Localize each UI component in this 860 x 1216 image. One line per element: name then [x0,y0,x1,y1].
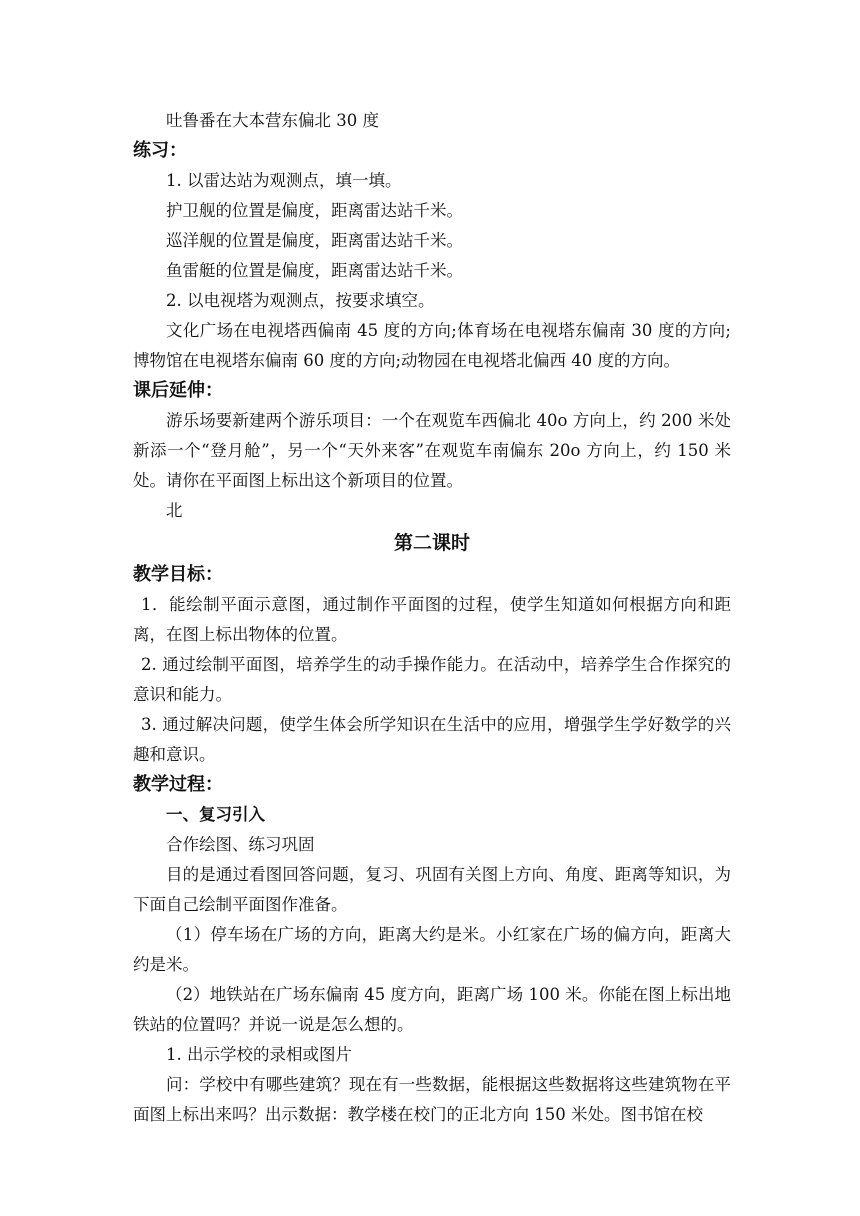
paragraph: （1）停车场在广场的方向，距离大约是米。小红家在广场的偏方向，距离大约是米。 [133,925,731,974]
text-line: 2. 以电视塔为观测点，按要求填空。 [166,291,435,310]
section-heading-goals: 教学目标： [133,564,223,585]
paragraph: 问：学校中有哪些建筑？现在有一些数据，能根据这些数据将这些建筑物在平面图上标出来吗？出示数据：教学楼在校门的正北方向 150 米处。图书馆在校 [133,1075,731,1124]
paragraph: 文化广场在电视塔西偏南 45 度的方向;体育场在电视塔东偏南 30 度的方向;博物馆在电视塔东偏南 60 度的方向;动物园在电视塔北偏西 40 度的方向。 [133,321,731,370]
text-line: 北 [166,501,183,520]
text-line: 吐鲁番在大本营东偏北 30 度 [166,111,379,130]
subsection-heading: 一、复习引入 [166,805,265,824]
goal-item: 1．能绘制平面示意图，通过制作平面图的过程，使学生知道如何根据方向和距离，在图上标出物体的位置。 [133,595,731,644]
text-line: 巡洋舰的位置是偏度，距离雷达站千米。 [166,231,463,250]
section-heading-practice: 练习： [133,140,187,161]
lesson-title: 第二课时 [393,532,470,554]
text-line: 合作绘图、练习巩固 [166,835,315,854]
section-heading-extension: 课后延伸： [133,380,223,401]
paragraph: 游乐场要新建两个游乐项目：一个在观览车西偏北 40o 方向上，约 200 米处新添一个“登月舱”，另一个“天外来客”在观览车南偏东 20o 方向上，约 150 米处。请你在平面图上标出这个新项目的位置。 [133,411,731,490]
text-line: 1. 以雷达站为观测点，填一填。 [166,171,402,190]
section-heading-process: 教学过程： [133,774,223,795]
paragraph: 目的是通过看图回答问题，复习、巩固有关图上方向、角度、距离等知识，为下面自己绘制平面图作准备。 [133,865,731,914]
text-line: 鱼雷艇的位置是偏度，距离雷达站千米。 [166,261,463,280]
page-content [133,106,731,1130]
text-line: 护卫舰的位置是偏度，距离雷达站千米。 [166,201,463,220]
text-line: 1. 出示学校的录相或图片 [166,1045,352,1064]
paragraph: （2）地铁站在广场东偏南 45 度方向，距离广场 100 米。你能在图上标出地铁站的位置吗？并说一说是怎么想的。 [133,985,731,1034]
goal-item: 3. 通过解决问题，使学生体会所学知识在生活中的应用，增强学生学好数学的兴趣和意识。 [133,715,731,764]
goal-item: 2. 通过绘制平面图，培养学生的动手操作能力。在活动中，培养学生合作探究的意识和能力。 [133,655,731,704]
